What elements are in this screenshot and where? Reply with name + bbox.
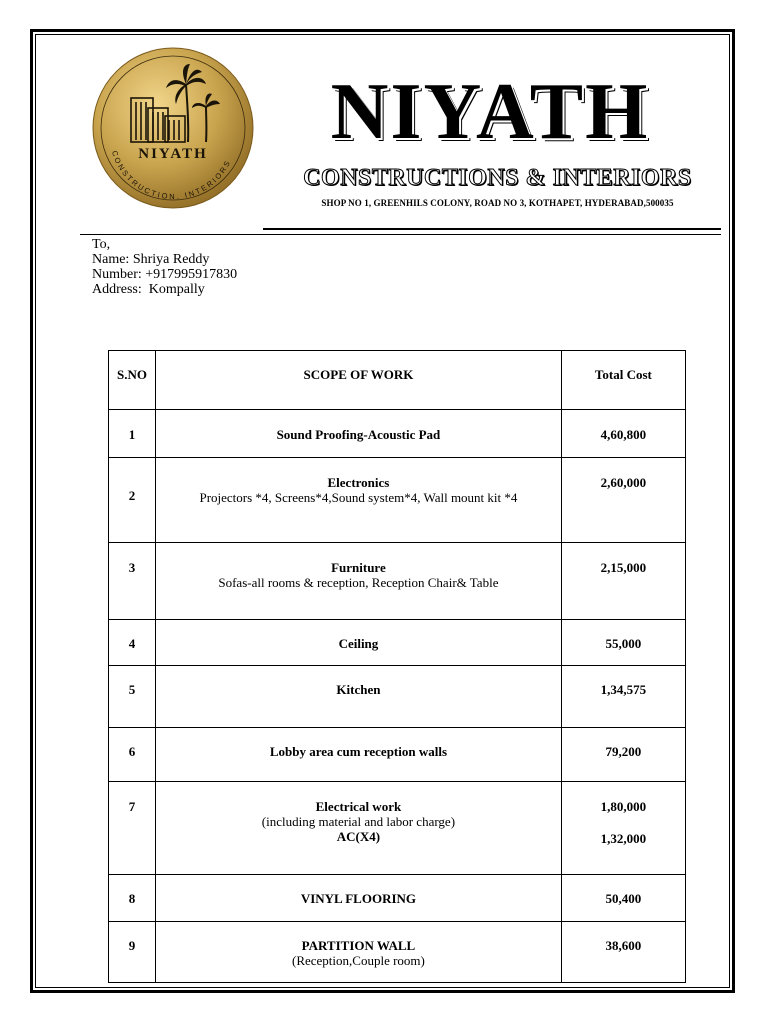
row-cost: 1,34,575 <box>561 666 685 728</box>
table-header-row <box>109 351 686 410</box>
header-rule <box>263 228 721 230</box>
row-title: Ceiling <box>338 636 379 651</box>
table-row <box>109 728 686 782</box>
row-cost: 2,60,000 <box>561 458 685 543</box>
row-detail: (Reception,Couple room) <box>292 953 425 968</box>
row-title: Furniture <box>331 560 386 575</box>
row-scope <box>156 543 562 620</box>
row-sno: 7 <box>109 782 156 875</box>
row-cost: 79,200 <box>561 728 685 782</box>
row-title: Lobby area cum reception walls <box>269 744 448 759</box>
row-cost: 38,600 <box>561 922 685 983</box>
row-cost-cell <box>561 782 685 875</box>
company-name: NIYATH <box>330 68 650 156</box>
logo-ring-text: CONSTRUCTION. INTERIORS <box>109 149 233 202</box>
table-row <box>109 458 686 543</box>
table-row <box>109 666 686 728</box>
row-detail: (including material and labor charge) <box>261 814 456 829</box>
table-row <box>109 410 686 458</box>
row-cost: 2,15,000 <box>561 543 685 620</box>
row-extra: AC(X4) <box>336 829 381 844</box>
row-sno: 6 <box>109 728 156 782</box>
recipient-block <box>92 237 237 297</box>
recipient-name: Name: Shriya Reddy <box>92 252 210 267</box>
row-scope <box>156 666 562 728</box>
row-scope <box>156 922 562 983</box>
row-sno: 4 <box>109 620 156 666</box>
company-tagline: CONSTRUCTIONS & INTERIORS <box>303 165 692 191</box>
row-cost: 4,60,800 <box>561 410 685 458</box>
row-scope <box>156 782 562 875</box>
row-sno: 1 <box>109 410 156 458</box>
row-cost-secondary: 1,32,000 <box>600 831 647 846</box>
row-scope <box>156 728 562 782</box>
row-title: Electronics <box>327 475 390 490</box>
logo-text: NIYATH <box>138 146 208 162</box>
header-scope: SCOPE OF WORK <box>156 351 562 410</box>
row-detail: Projectors *4, Screens*4,Sound system*4, Wall mount kit *4 <box>199 490 518 505</box>
table-row <box>109 543 686 620</box>
table-row <box>109 782 686 875</box>
header-sno: S.NO <box>109 351 156 410</box>
row-sno: 8 <box>109 875 156 922</box>
recipient-number: Number: +917995917830 <box>92 267 238 282</box>
table-row <box>109 875 686 922</box>
recipient-to: To, <box>92 237 111 252</box>
row-sno: 9 <box>109 922 156 983</box>
row-sno: 2 <box>109 458 156 543</box>
row-scope <box>156 875 562 922</box>
row-detail: Sofas-all rooms & reception, Reception Chair& Table <box>218 575 499 590</box>
company-address: SHOP NO 1, GREENHILS COLONY, ROAD NO 3, KOTHAPET, HYDERABAD,500035 <box>321 198 674 208</box>
table-row <box>109 922 686 983</box>
row-sno: 3 <box>109 543 156 620</box>
row-title: Kitchen <box>336 682 381 697</box>
row-sno: 5 <box>109 666 156 728</box>
row-title: Sound Proofing-Acoustic Pad <box>276 427 441 442</box>
row-cost: 50,400 <box>561 875 685 922</box>
row-cost: 1,80,000 <box>600 799 647 814</box>
company-logo <box>88 46 258 210</box>
row-title: VINYL FLOORING <box>300 891 417 906</box>
row-scope <box>156 458 562 543</box>
table-row <box>109 620 686 666</box>
row-title: PARTITION WALL <box>301 938 416 953</box>
header-rule-thin <box>80 234 721 235</box>
row-cost: 55,000 <box>561 620 685 666</box>
row-scope <box>156 410 562 458</box>
quotation-table <box>108 350 686 983</box>
row-scope <box>156 620 562 666</box>
header-cost: Total Cost <box>561 351 685 410</box>
recipient-address: Address: Kompally <box>92 282 205 297</box>
row-title: Electrical work <box>315 799 402 814</box>
